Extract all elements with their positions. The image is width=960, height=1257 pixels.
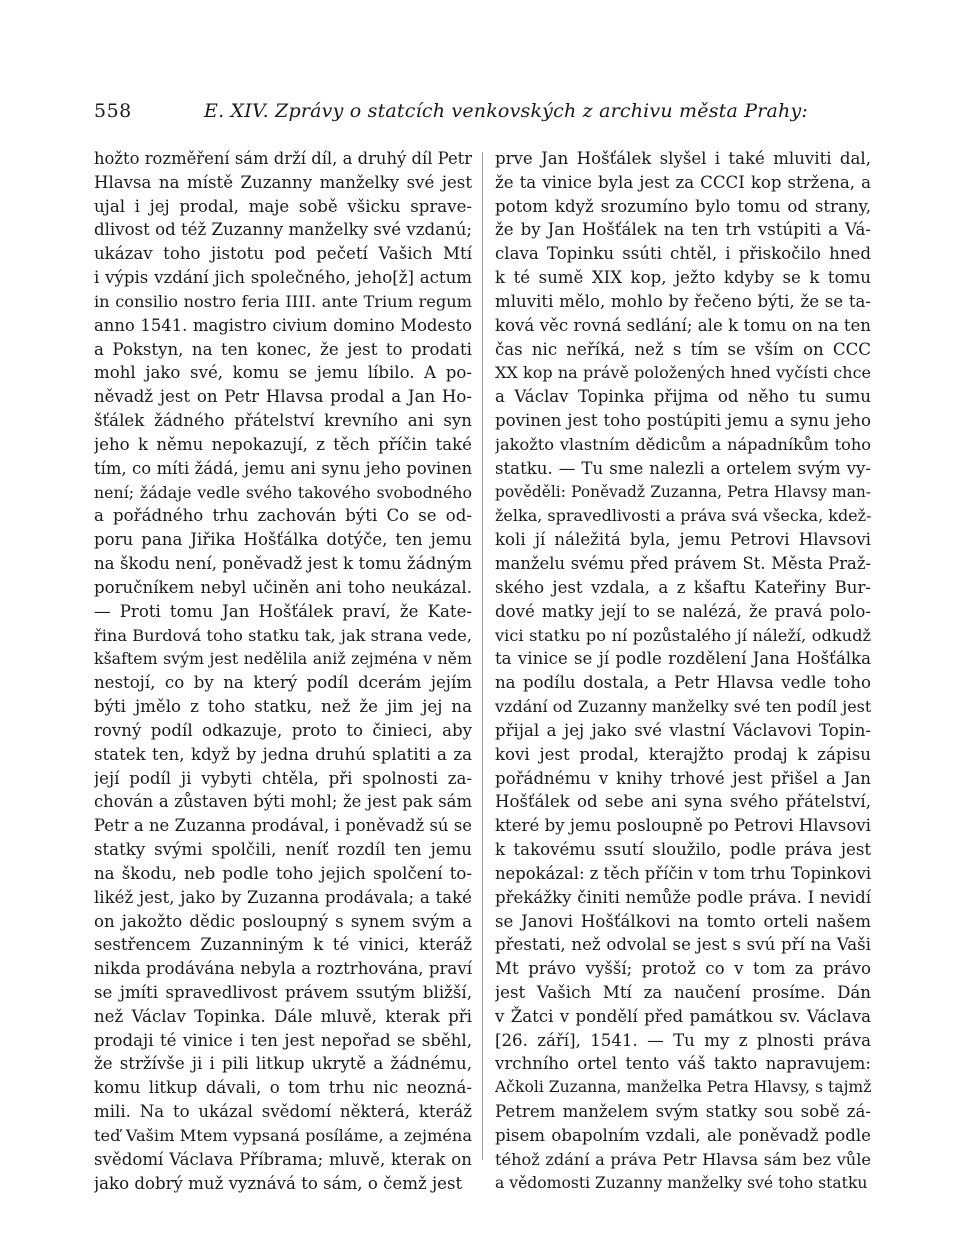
text-line: pisem obapolním vzdali, ale poněvadž podle: [495, 1125, 871, 1145]
text-line: poručníkem nebyl učiněn ani toho neukázal.: [94, 577, 472, 597]
text-line: býti jmělo z toho statku, než že jim jej na: [94, 697, 472, 717]
text-line: dové matky její to se nalézá, že pravá polo-: [495, 601, 871, 621]
text-line: ukázav toho jistotu pod pečetí Vašich Mtí: [94, 244, 472, 264]
text-line: prodaji té vinice i ten jest nepořad se sběhl,: [94, 1030, 472, 1050]
text-line: — Proti tomu Jan Hošťálek praví, že Kate-: [94, 601, 472, 621]
text-line: Mt právo vyšší; protož co v tom za právo: [495, 959, 871, 979]
text-line: jeho k němu nepokazují, z těch příčin také: [94, 434, 472, 454]
text-line: hožto rozměření sám drží díl, a druhý díl Petr: [94, 149, 472, 168]
text-line: přijal a jej jako své vlastní Václavovi Topin-: [495, 720, 871, 740]
text-line: on jakožto dědic posloupný s synem svým a: [94, 911, 472, 931]
text-line: kšaftem svým jest nedělila aniž zejména v něm: [94, 649, 472, 669]
text-line: na škodu, neb podle toho jejich spolčení to-: [94, 863, 472, 883]
text-line: které by jemu posloupně po Petrovi Hlavsovi: [495, 816, 871, 836]
text-line: potom když srozumíno bylo tomu od strany,: [495, 196, 871, 216]
text-line: tím, co míti žádá, jemu ani synu jeho povinen: [94, 458, 472, 478]
text-line: v Žatci v pondělí před památkou sv. Václava: [495, 1006, 871, 1026]
text-line: teď Vašim Mtem vypsaná posíláme, a zejména: [94, 1125, 472, 1145]
text-line: likéž jest, jako by Zuzanna prodávala; a také: [94, 887, 472, 907]
text-line: se jmíti spravedlivost právem ssutým bližší,: [94, 982, 472, 1002]
text-line: mili. Na to ukázal svědomí některá, kteráž: [94, 1102, 472, 1122]
text-line: povinen jest toho postúpiti jemu a synu jeho: [495, 411, 871, 431]
text-line: chován a zůstaven býti mohl; že jest pak sám: [94, 792, 472, 812]
page-header: [94, 100, 874, 130]
text-line: anno 1541. magistro civium domino Modesto: [94, 315, 472, 335]
text-line: statku. — Tu sme nalezli a ortelem svým vy-: [495, 458, 871, 478]
text-line: se Janovi Hošťálkovi na tomto orteli našem: [495, 911, 871, 931]
text-line: Petrem manželem svým statky sou sobě zá-: [495, 1102, 871, 1122]
text-line: vrchního ortel tento váš takto napravujem:: [495, 1054, 871, 1074]
text-line: svědomí Václava Příbrama; mluvě, kterak on: [94, 1149, 472, 1169]
running-title: E. XIV. Zprávy o statcích venkovských z archivu města Prahy:: [204, 100, 809, 122]
text-line: Hlavsa na místě Zuzanny manželky své jest: [94, 172, 472, 192]
text-line: clava Topinku ssúti chtěl, i přiskočilo hned: [495, 244, 871, 264]
text-line: že stržívše ji i pili litkup ukrytě a žádnému,: [94, 1054, 472, 1074]
text-line: sestřencem Zuzanniným k té vinici, kteráž: [94, 935, 472, 955]
left-text-column: [94, 147, 472, 1195]
text-line: k takovému ssutí sloužilo, podle práva jest: [495, 840, 871, 860]
text-line: její podíl ji vybyti chtěla, při spolnosti za-: [94, 768, 472, 788]
text-line: kovi jest prodal, kterajžto prodaj k zápisu: [495, 744, 871, 764]
text-line: přestati, než odvolal se jest s svú pří na Vaši: [495, 935, 871, 955]
page-number: 558: [94, 100, 132, 122]
text-line: vzdání od Zuzanny manželky své ten podíl jest: [495, 697, 871, 717]
text-line: jako dobrý muž vyznává to sám, o čemž jest: [94, 1173, 463, 1193]
text-line: statky svými spolčili, neníť rozdíl ten jemu: [94, 840, 472, 860]
right-text-column: [495, 147, 871, 1195]
text-line: rovný podíl odkazuje, proto to činieci, aby: [94, 720, 472, 740]
text-line: jakožto vlastním dědicům a nápadníkům toho: [495, 434, 871, 454]
text-line: že by Jan Hošťálek na ten trh vstúpiti a Vá-: [495, 220, 871, 240]
text-line: koli jí náležitá byla, jemu Petrovi Hlavsovi: [495, 530, 871, 550]
text-line: není; žádaje vedle svého takového svobodného: [94, 482, 472, 502]
text-line: téhož zdání a práva Petr Hlavsa sám bez vůle: [495, 1149, 871, 1169]
text-line: a vědomosti Zuzanny manželky své toho statku: [495, 1173, 868, 1192]
text-line: a Václav Topinka přijma od něho tu sumu: [495, 387, 871, 407]
text-line: statek ten, když by jedna druhú splatiti a za: [94, 744, 472, 764]
text-line: šťálek žádného přátelství krevního ani syn: [94, 411, 472, 431]
text-line: ková věc rovná sedlání; ale k tomu on na ten: [495, 315, 871, 335]
text-line: prve Jan Hošťálek slyšel i také mluviti dal,: [495, 149, 871, 168]
text-line: pověděli: Poněvadž Zuzanna, Petra Hlavsy man-: [495, 482, 871, 501]
text-line: než Václav Topinka. Dále mluvě, kterak při: [94, 1006, 472, 1026]
text-line: Ačkoli Zuzanna, manželka Petra Hlavsy, s tajmž: [495, 1078, 871, 1097]
text-line: ta vinice se jí podle rozdělení Jana Hošťálka: [495, 649, 871, 669]
text-line: vici statku po ní pozůstalého jí náleží, odkudž: [495, 625, 871, 645]
text-line: že ta vinice byla jest za CCCI kop stržena, a: [495, 172, 871, 192]
column-divider: [482, 152, 483, 1160]
text-line: něvadž jest on Petr Hlavsa prodal a Jan Ho-: [94, 387, 472, 407]
text-line: ujal i jej prodal, maje sobě všicku sprave-: [94, 196, 472, 216]
text-line: řina Burdová toho statku tak, jak strana vede,: [94, 625, 472, 645]
text-line: i výpis vzdání jich společného, jeho[ž] actum: [94, 268, 472, 288]
text-line: želka, spravedlivosti a práva svá všecka, kdež-: [495, 506, 871, 526]
text-line: nepokázal: z těch příčin v tom trhu Topinkovi: [495, 863, 871, 883]
text-line: ského jest vzdala, a z kšaftu Kateřiny Bur-: [495, 577, 871, 597]
text-line: na podílu dostala, a Petr Hlavsa vedle toho: [495, 673, 871, 693]
text-line: poru pana Jiřika Hošťálka dotýče, ten jemu: [94, 530, 472, 550]
text-line: a Pokstyn, na ten konec, že jest to prodati: [94, 339, 472, 359]
text-line: in consilio nostro feria IIII. ante Trium regum: [94, 291, 472, 311]
text-line: manželu svému před právem St. Města Praž-: [495, 554, 871, 574]
text-line: k té sumě XIX kop, ježto kdyby se k tomu: [495, 268, 871, 288]
text-line: pořádnému v knihy trhové jest přišel a Jan: [495, 768, 871, 788]
text-line: Hošťálek od sebe ani syna svého přátelství,: [495, 792, 871, 812]
text-line: Petr a ne Zuzanna prodával, i poněvadž sú se: [94, 816, 472, 836]
text-line: a pořádného trhu zachován býti Co se od-: [94, 506, 472, 526]
text-line: na škodu není, poněvadž jest k tomu žádným: [94, 554, 472, 574]
text-line: nestojí, co by na který podíl dcerám jejím: [94, 673, 472, 693]
text-line: dlivost od též Zuzanny manželky své vzdanú;: [94, 220, 472, 240]
text-line: překážky činiti nemůže podle práva. I nevidí: [495, 887, 871, 907]
text-line: jest Vašich Mtí za naučení prosíme. Dán: [495, 982, 871, 1002]
text-line: nikda prodávána nebyla a roztrhována, praví: [94, 959, 472, 979]
text-line: mluviti mělo, mohlo by řečeno býti, že se ta-: [495, 291, 871, 311]
text-line: mohl jako své, komu se jemu líbilo. A po-: [94, 363, 472, 383]
text-line: [26. září], 1541. — Tu my z plnosti práva: [495, 1030, 871, 1050]
text-line: komu litkup dávali, o tom trhu nic neozná-: [94, 1078, 472, 1098]
text-line: čas nic neříká, než s tím se vším on CCC: [495, 339, 871, 359]
text-line: XX kop na právě položených hned vyčísti chce: [495, 363, 871, 383]
